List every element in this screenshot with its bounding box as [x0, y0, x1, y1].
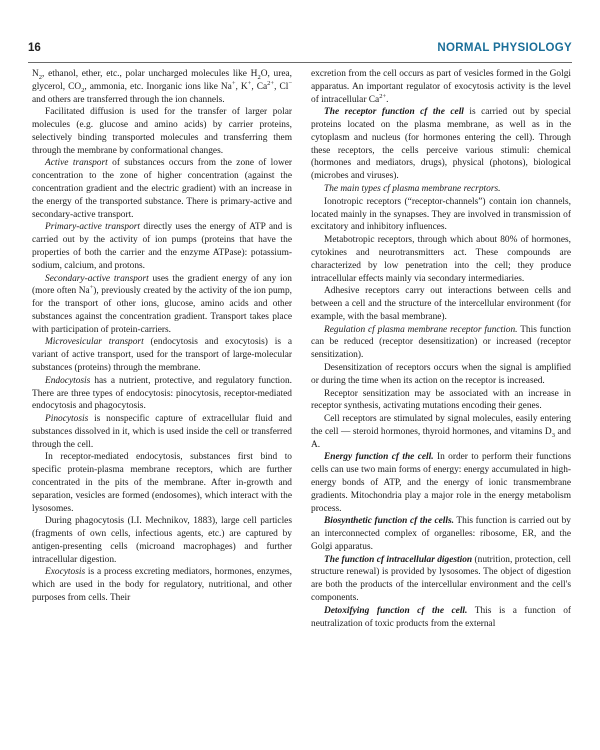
paragraph	[311, 388, 571, 414]
text-run: ), previously created by the activity of the ion pump, for the transport of other ions, glucose, amino acids and other substances against the concentration gradient. Transport takes place with participation of protein-carriers.	[32, 286, 292, 335]
section-lead-heading: Detoxifying function cf the cell.	[324, 605, 468, 616]
italic-term: Primary-active transport	[45, 222, 141, 233]
italic-term: Active transport	[45, 158, 108, 169]
paragraph	[311, 554, 571, 605]
paragraph	[311, 451, 571, 515]
paragraph	[311, 515, 571, 553]
text-run: Desensitization of receptors occurs when the signal is amplified or during the time when its action on the receptor is increased.	[311, 362, 571, 386]
text-run: This function is carried out by an interconnected complex of organelles: ribosome, ER, and the Golgi apparatus.	[311, 516, 571, 552]
text-run: is a process excreting mediators, hormones, enzymes, which are used in the body for regulatory, nutritional, and other purposes from cells. Their	[32, 567, 292, 604]
paragraph	[311, 413, 571, 451]
text-run: .	[386, 94, 389, 105]
paragraph	[311, 324, 571, 362]
section-lead-heading: The function cf intracellular digestion	[324, 554, 473, 565]
paragraph	[32, 273, 292, 337]
paragraph	[311, 68, 571, 106]
italic-term: The main types cf plasma membrane recrptors.	[324, 184, 501, 195]
text-run: uses the gradient energy of any ion (more often Na	[32, 273, 292, 297]
text-run: directly uses the energy of ATP and is carried out by the activity of ion pumps (proteins that have the properties of both the carrier and the enzyme ATPase): potassium-sodium, calcium, and protons.	[32, 222, 292, 271]
left-text-column	[32, 68, 292, 738]
superscript: +	[89, 284, 94, 292]
text-run: Adhesive receptors carry out interactions between cells and between a cell and the structure of the intercellular environment (for example, with the basal membrane).	[311, 286, 571, 322]
paragraph	[32, 68, 292, 106]
paragraph	[311, 362, 571, 388]
text-run: This is a function of neutralization of toxic products from the external	[311, 605, 571, 629]
text-run: of substances occurs from the zone of lower concentration to the zone of higher concentration (against the concentration gradient and the electric gradient) with an increase in the energy of the transported substance. There is primary-active and secondary-active transport.	[32, 158, 292, 220]
text-run: Metabotropic receptors, through which about 80% of hormones, cytokines and neurotransmitters act. These compounds are characterized by low penetration into the cell; they produce intracellular effects mainly via secondary intermediaries.	[311, 235, 571, 284]
paragraph	[32, 413, 292, 451]
text-run: (endocytosis and exocytosis) is a variant of active transport, used for the transport of large-molecular substances (proteins) through the membrane.	[32, 337, 292, 373]
text-run: has a nutrient, protective, and regulatory function. There are three types of endocytosis: pinocytosis, receptor-mediated endocytosis and phagocytosis.	[32, 375, 292, 412]
text-run: During phagocytosis (I.I. Mechnikov, 1883), large cell particles (fragments of own cells, infectious agents, etc.) are captured by antigen-presenting cells (microand macrophages) and further intracellular digestion.	[32, 516, 292, 565]
paragraph	[32, 451, 292, 515]
text-run: Cell receptors are stimulated by signal molecules, easily entering the cell — steroid hormones, thyroid hormones, and vitamins D	[311, 414, 571, 437]
running-title: NORMAL PHYSIOLOGY	[437, 42, 572, 54]
subscript: 2	[38, 73, 43, 81]
text-run: , ethanol, ether, etc., polar uncharged molecules like H	[42, 69, 258, 79]
paragraph	[32, 106, 292, 157]
paragraph	[32, 157, 292, 221]
italic-term: Regulation cf plasma membrane receptor function.	[324, 324, 518, 335]
right-text-column	[311, 68, 571, 738]
paragraph	[32, 566, 292, 604]
paragraph	[311, 183, 571, 196]
superscript: 2+	[267, 79, 275, 87]
italic-term: Endocytosis	[45, 375, 91, 386]
section-lead-heading: Biosynthetic function cf the cells.	[324, 516, 454, 527]
superscript: +	[247, 79, 252, 87]
text-run: Facilitated diffusion is used for the transfer of larger polar molecules (e.g. glucose and amino acids) by carrier proteins, selectively binding transported molecules and transferring them through the membrane by conformational changes.	[32, 107, 292, 156]
page-number: 16	[28, 42, 41, 54]
paragraph	[32, 375, 292, 413]
section-lead-heading: Energy function cf the cell.	[324, 452, 434, 463]
page-header	[28, 42, 572, 63]
subscript: 2	[81, 86, 85, 94]
text-run: and others are transferred through the ion channels.	[32, 94, 225, 105]
text-run: excretion from the cell occurs as part of vesicles formed in the Golgi apparatus. An important regulator of exocytosis activity is the level of intracellular Ca	[311, 69, 571, 105]
text-run: is nonspecific capture of extracellular fluid and substances dissolved in it, which is used inside the cell or transferred through the cell.	[32, 414, 292, 450]
text-run: Ionotropic receptors (“receptor-channels”) contain ion channels, located mainly in the synapses. They are involved in transmission of excitatory and inhibitory influences.	[311, 196, 571, 233]
subscript: 2	[257, 73, 261, 81]
text-run: , ammonia, etc. Inorganic ions like Na	[84, 81, 232, 92]
superscript: 2+	[379, 92, 387, 100]
text-run: , K	[235, 81, 248, 92]
section-lead-heading: The receptor function cf the cell	[324, 107, 464, 118]
paragraph	[311, 196, 571, 234]
italic-term: Microvesicular transport	[45, 337, 144, 348]
paragraph	[32, 221, 292, 272]
superscript: +	[231, 79, 236, 87]
text-run: and A.	[311, 426, 571, 450]
paragraph	[32, 515, 292, 566]
text-run: , Cl	[274, 81, 289, 92]
paragraph	[311, 106, 571, 183]
paragraph	[311, 234, 571, 285]
text-run: This function can be reduced (receptor desensitization) or increased (receptor sensitization).	[311, 324, 571, 361]
italic-term: Exocytosis	[45, 567, 86, 578]
text-run: N	[32, 69, 39, 79]
paragraph	[311, 285, 571, 323]
text-run: In receptor-mediated endocytosis, substances first bind to specific protein-plasma membrane receptors, which are further concentrated in the pits of the membrane. After in-growth and separation, vesicles are formed (endosomes), which interact with the lysosomes.	[32, 452, 292, 514]
text-run: , Ca	[251, 81, 268, 92]
paragraph	[311, 605, 571, 631]
text-run: O, urea, glycerol, CO	[32, 69, 292, 92]
subscript: 3	[551, 431, 555, 439]
paragraph	[32, 336, 292, 374]
text-run: is carried out by special proteins located on the plasma membrane, as well as in the cytoplasm and nucleus (for hormones entering the cell). Through these receptors, the cells perceive various stimuli: chemical (hormones and mediators, drugs), physical (photons), biological (microbes and viruses).	[311, 107, 571, 182]
italic-term: Secondary-active transport	[45, 273, 149, 284]
superscript: −	[288, 79, 292, 87]
italic-term: Pinocytosis	[45, 414, 89, 425]
text-run: (nutrition, protection, cell structure renewal) is provided by lysosomes. The object of digestion are both the products of the intercellular environment and the cell's components.	[311, 554, 571, 604]
text-run: In order to perform their functions cells can use two main forms of energy: energy accumulated in high-energy bonds of ATP, and the energy of ionic transmembrane gradients. Mitochondria play a major role in the energy metabolism process.	[311, 452, 571, 514]
text-run: Receptor sensitization may be associated with an increase in receptor synthesis, activating mutations encoding their genes.	[311, 388, 571, 412]
